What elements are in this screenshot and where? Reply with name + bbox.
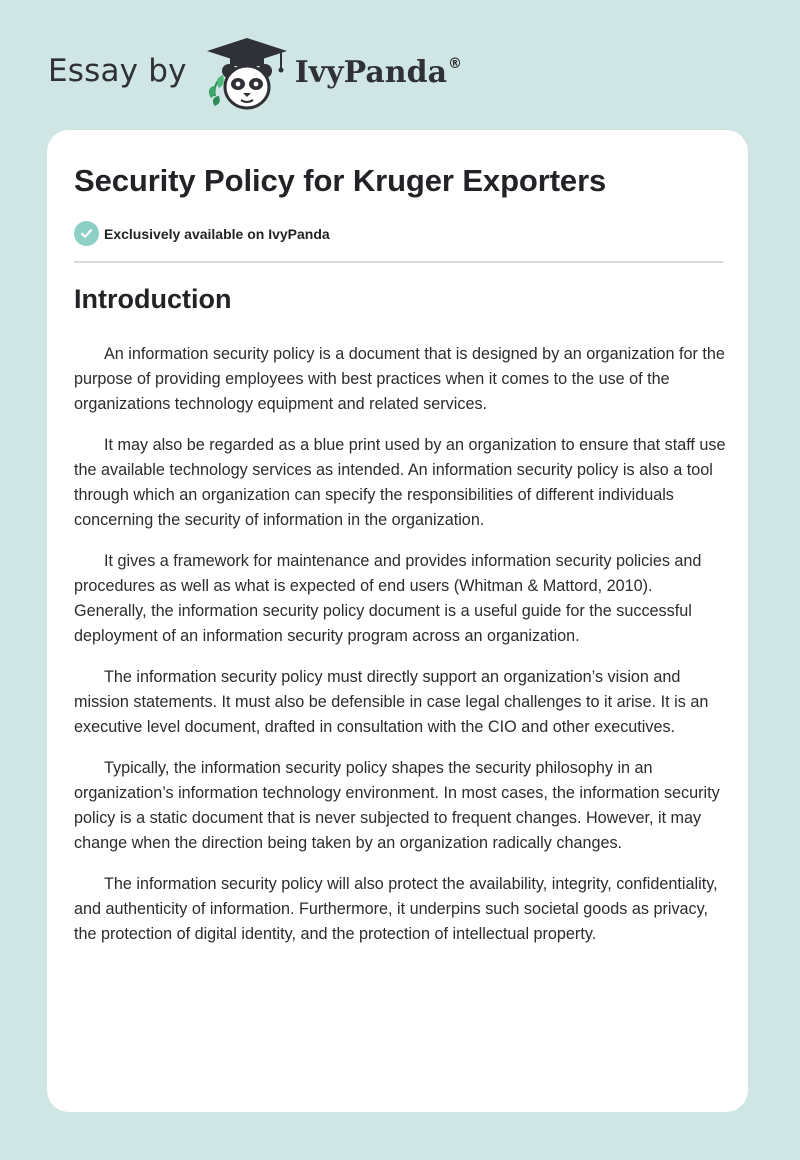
check-circle-icon: [74, 221, 99, 246]
paragraph: Typically, the information security policy shapes the security philosophy in an organization’s information technology environment. In most cases, the information security policy is a static document that is never subjected to frequent changes. However, it may change when the direction being taken by an organization radically changes.: [74, 759, 720, 852]
essay-by-label: Essay by: [48, 53, 187, 89]
page-title: Security Policy for Kruger Exporters: [74, 163, 607, 198]
panda-graduate-icon[interactable]: [201, 34, 293, 114]
paragraph: It may also be regarded as a blue print used by an organization to ensure that staff use the available technology services as intended. An information security policy is also a tool through which an organization can specify the responsibilities of different individuals concerning the security of information in the organization.: [74, 436, 726, 529]
essay-card: [47, 130, 748, 1112]
site-header: [48, 34, 462, 114]
title-divider: [74, 261, 723, 263]
brand-name[interactable]: [295, 55, 462, 90]
exclusive-badge: [74, 221, 330, 246]
paragraph: The information security policy must directly support an organization’s vision and mission statements. It must also be defensible in case legal challenges to it arise. It is an executive level document, drafted in consultation with the CIO and other executives.: [74, 668, 709, 736]
exclusive-badge-label: Exclusively available on IvyPanda: [104, 225, 330, 242]
paragraph: The information security policy will also protect the availability, integrity, confidentiality, and authenticity of information. Furthermore, it underpins such societal goods as privacy, the protection of digital identity, and the protection of intellectual property.: [74, 875, 718, 943]
brand-name-text: IvyPanda: [294, 54, 448, 90]
registered-mark: ®: [448, 55, 463, 72]
paragraph: It gives a framework for maintenance and provides information security policies and procedures as well as what is expected of end users (Whitman & Mattord, 2010). Generally, the information security policy document is a useful guide for the successful deployment of an information security program across an organization.: [74, 552, 702, 645]
essay-body: [74, 342, 729, 963]
paragraph: An information security policy is a document that is designed by an organization for the purpose of providing employees with best practices when it comes to the use of the organizations technology equipment and related services.: [74, 345, 725, 413]
section-heading: Introduction: [74, 284, 232, 314]
